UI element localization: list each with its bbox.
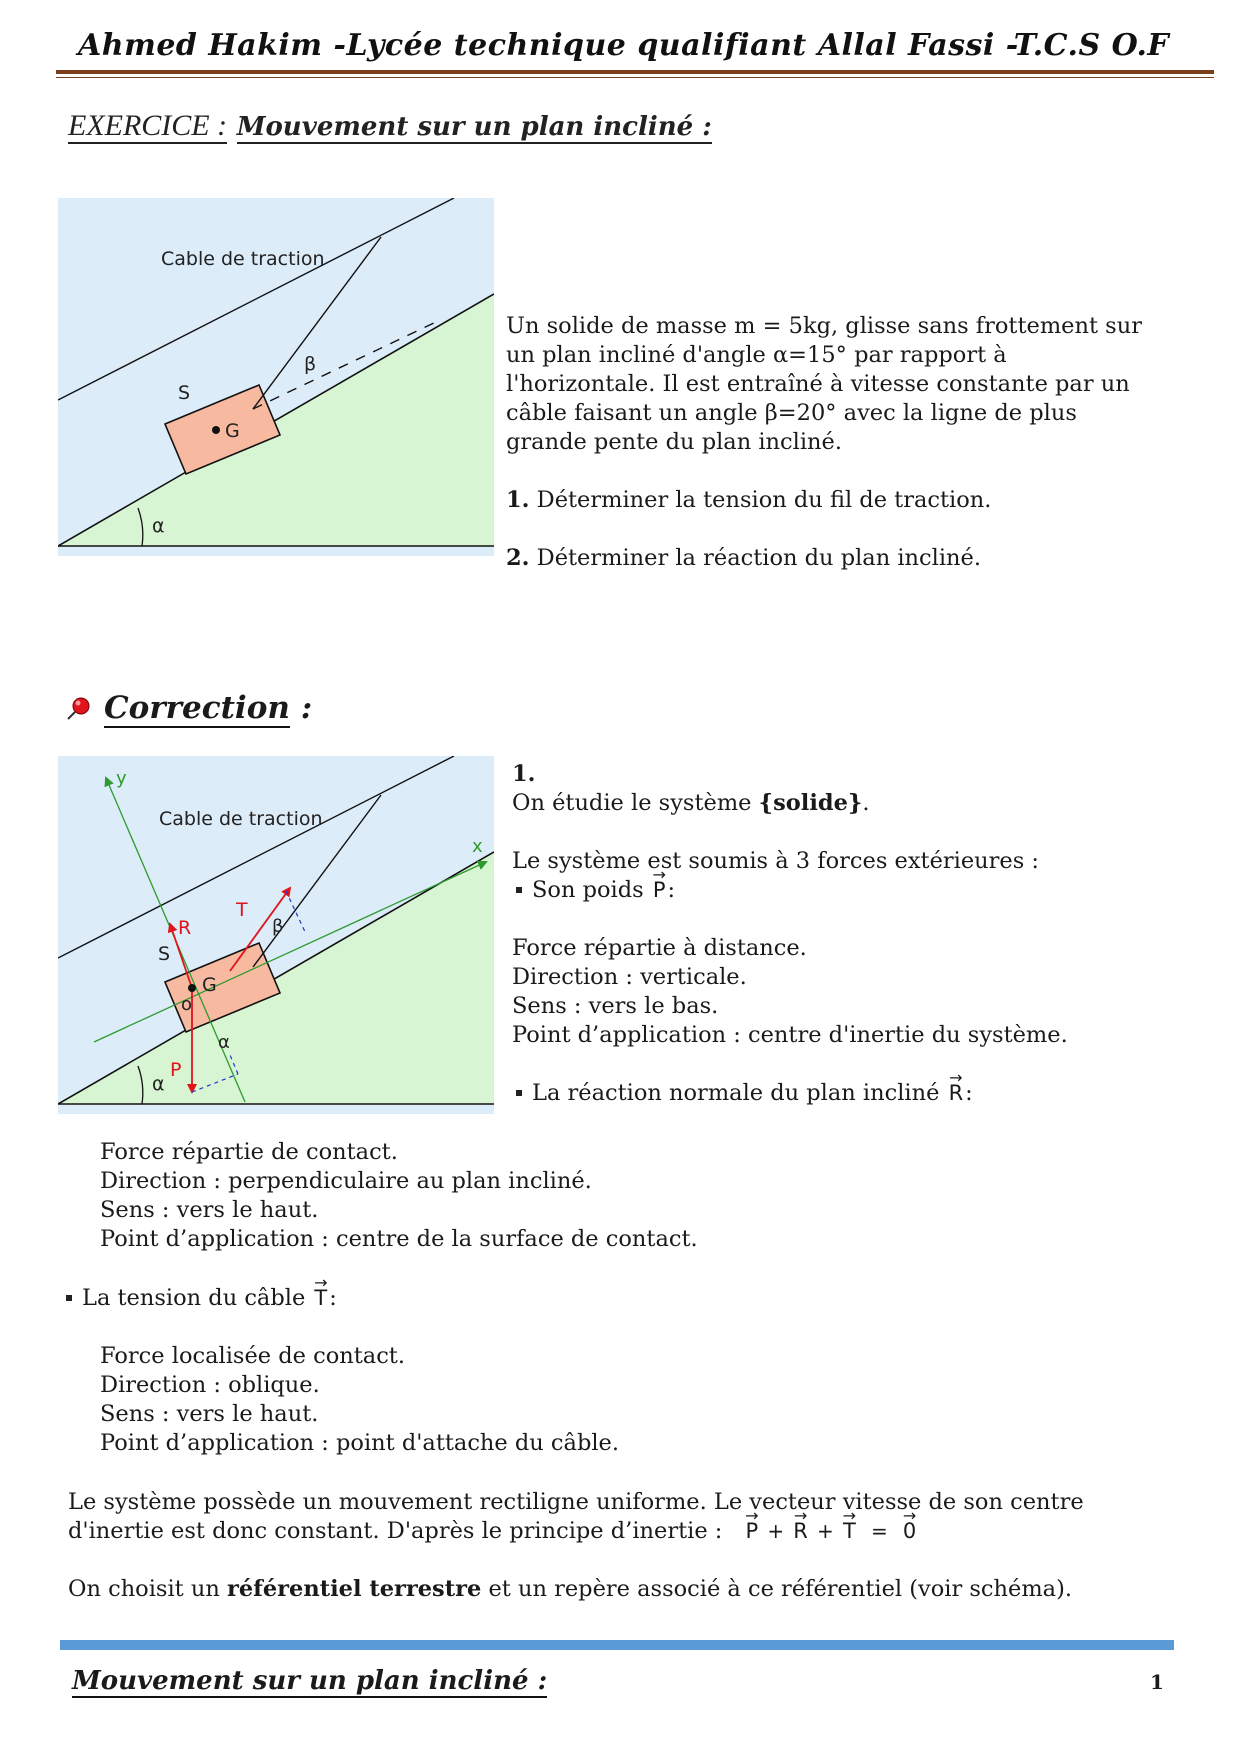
statement-line: l'horizontale. Il est entraîné à vitesse constante par un bbox=[506, 371, 1130, 397]
weight-label-text: Son poids bbox=[532, 877, 644, 903]
header-rule bbox=[56, 70, 1214, 74]
weight-label: P bbox=[170, 1059, 182, 1081]
question-2-number: 2. bbox=[506, 545, 530, 571]
reaction-heading: La réaction normale du plan incliné → R: bbox=[512, 1079, 1212, 1108]
correction-part1 bbox=[512, 760, 1212, 1108]
reference-line bbox=[68, 1575, 1208, 1604]
part-number-text: 1. bbox=[512, 761, 536, 787]
statement-line: un plan incliné d'angle α=15° par rapport à bbox=[506, 342, 1007, 368]
eq-equals: = bbox=[870, 1519, 888, 1543]
eq-zero: → 0 bbox=[901, 1517, 918, 1546]
solid-label: S bbox=[158, 943, 171, 965]
inertia-equation bbox=[744, 1518, 919, 1544]
question-1-number: 1. bbox=[506, 487, 530, 513]
bullet bbox=[516, 1090, 522, 1096]
bullet bbox=[516, 887, 522, 893]
exercise-title bbox=[68, 108, 712, 143]
statement-line: Un solide de masse m = 5kg, glisse sans frottement sur bbox=[506, 313, 1142, 339]
ref-post: et un repère associé à ce référentiel (voir schéma). bbox=[481, 1576, 1073, 1602]
tension-label: T bbox=[236, 899, 248, 921]
eq-plus: + bbox=[767, 1519, 785, 1543]
tension-heading bbox=[66, 1284, 1166, 1313]
eq-p: → P bbox=[744, 1517, 761, 1546]
reaction-label: R bbox=[178, 917, 192, 939]
reaction-prop: Force répartie de contact. bbox=[100, 1139, 398, 1165]
weight-prop: Point d’application : centre d'inertie du système. bbox=[512, 1022, 1068, 1048]
part-number bbox=[512, 760, 1212, 789]
reaction-prop: Direction : perpendiculaire au plan incliné. bbox=[100, 1168, 592, 1194]
cable-label: Cable de traction bbox=[159, 808, 323, 830]
alpha-label-2: α bbox=[218, 1032, 230, 1053]
tension-props bbox=[100, 1342, 1200, 1458]
tension-prop: Sens : vers le haut. bbox=[100, 1401, 319, 1427]
bullet bbox=[66, 1295, 72, 1301]
footer-bar bbox=[60, 1640, 1174, 1650]
exercise-label: EXERCICE : bbox=[68, 109, 228, 142]
tension-prop: Force localisée de contact. bbox=[100, 1343, 405, 1369]
footer-title: Mouvement sur un plan incliné : bbox=[72, 1666, 548, 1696]
statement-line: grande pente du plan incliné. bbox=[506, 429, 842, 455]
system-line bbox=[512, 789, 1212, 818]
force-diagram-figure bbox=[58, 756, 494, 1114]
inclined-plane-figure bbox=[58, 198, 494, 556]
system-bold: {solide} bbox=[758, 790, 863, 816]
weight-heading: Son poids → P: bbox=[512, 876, 1212, 905]
exercise-statement bbox=[506, 312, 1196, 573]
reaction-label-text: La réaction normale du plan incliné bbox=[532, 1080, 940, 1106]
tension-prop: Point d’application : point d'attache du câble. bbox=[100, 1430, 620, 1456]
forces-intro: Le système est soumis à 3 forces extérieures : bbox=[512, 848, 1039, 874]
center-of-mass-dot bbox=[188, 984, 196, 992]
reaction-prop: Point d’application : centre de la surface de contact. bbox=[100, 1226, 698, 1252]
origin-label: o bbox=[181, 994, 193, 1015]
motion-paragraph bbox=[68, 1488, 1208, 1604]
ref-bold: référentiel terrestre bbox=[227, 1576, 482, 1602]
beta-label: β bbox=[272, 916, 284, 937]
x-axis-label: x bbox=[472, 836, 483, 857]
header-rule-thin bbox=[56, 77, 1214, 78]
ref-pre: On choisit un bbox=[68, 1576, 227, 1602]
y-axis-label: y bbox=[116, 768, 127, 789]
tension-label-text: La tension du câble bbox=[82, 1285, 306, 1311]
center-label: G bbox=[225, 420, 240, 442]
weight-prop: Force répartie à distance. bbox=[512, 935, 807, 961]
question-2 bbox=[506, 544, 1196, 573]
system-pre: On étudie le système bbox=[512, 790, 759, 816]
correction-title-text: Correction bbox=[104, 690, 290, 726]
motion-line-1: Le système possède un mouvement rectiligne uniforme. Le vecteur vitesse de son centre bbox=[68, 1489, 1084, 1515]
reaction-props bbox=[100, 1138, 1200, 1254]
weight-prop: Direction : verticale. bbox=[512, 964, 747, 990]
pin-icon bbox=[66, 696, 92, 722]
question-1 bbox=[506, 486, 1196, 515]
tension-heading-line: La tension du câble → T: bbox=[66, 1284, 1166, 1313]
solid-label: S bbox=[178, 382, 191, 404]
center-of-mass-dot bbox=[212, 426, 220, 434]
weight-prop: Sens : vers le bas. bbox=[512, 993, 719, 1019]
correction-title-colon: : bbox=[289, 690, 313, 726]
tension-prop: Direction : oblique. bbox=[100, 1372, 320, 1398]
alpha-label: α bbox=[152, 515, 165, 537]
statement-line: câble faisant un angle β=20° avec la ligne de plus bbox=[506, 400, 1077, 426]
page-number: 1 bbox=[1150, 1670, 1164, 1694]
exercise-subtitle: Mouvement sur un plan incliné : bbox=[236, 112, 712, 142]
question-1-text: Déterminer la tension du fil de traction. bbox=[529, 487, 992, 513]
reaction-vector-symbol: → R bbox=[947, 1079, 966, 1108]
eq-r: → R bbox=[791, 1517, 810, 1546]
motion-line-2-text: d'inertie est donc constant. D'après le principe d’inertie : bbox=[68, 1518, 723, 1544]
beta-label: β bbox=[304, 353, 317, 375]
eq-t: → T bbox=[841, 1517, 858, 1546]
reaction-prop: Sens : vers le haut. bbox=[100, 1197, 319, 1223]
correction-title bbox=[104, 690, 312, 726]
question-2-text: Déterminer la réaction du plan incliné. bbox=[529, 545, 981, 571]
weight-vector-symbol: → P bbox=[651, 876, 668, 905]
page-header-title: Ahmed Hakim -Lycée technique qualifiant Allal Fassi -T.C.S O.F bbox=[78, 28, 1170, 63]
eq-plus: + bbox=[817, 1519, 834, 1543]
cable-label: Cable de traction bbox=[161, 248, 325, 270]
alpha-label: α bbox=[152, 1073, 165, 1095]
center-label: G bbox=[202, 974, 217, 996]
system-post: . bbox=[862, 790, 870, 816]
motion-line-2 bbox=[68, 1517, 1208, 1546]
tension-vector-symbol: → T bbox=[312, 1284, 329, 1313]
